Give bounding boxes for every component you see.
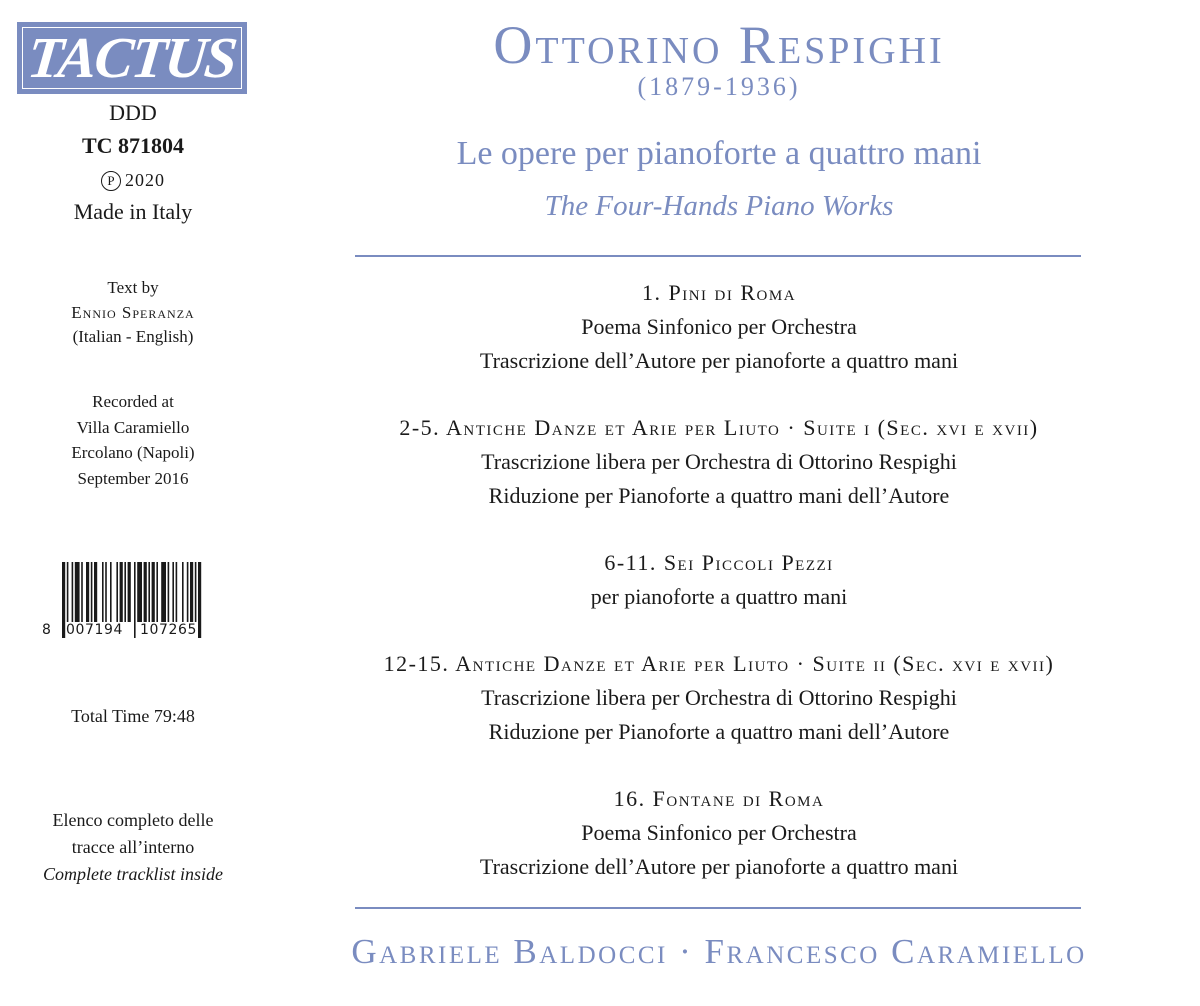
barcode-bar <box>156 562 158 622</box>
logo-text: TACTUS <box>25 25 240 90</box>
bottom-divider <box>355 907 1081 909</box>
work-item <box>330 276 1108 378</box>
recording-format: DDD <box>109 100 157 125</box>
tracklist-note-line1: Elenco completo delle <box>52 810 214 830</box>
barcode-digits-right: 107265 <box>140 622 198 638</box>
work-subline: Trascrizione libera per Orchestra di Ottorino Respighi <box>481 449 957 474</box>
barcode-bar <box>187 562 189 622</box>
text-languages: (Italian - English) <box>72 327 194 346</box>
total-time: Total Time 79:48 <box>71 706 195 726</box>
barcode-bar <box>190 562 193 622</box>
composer-name: Ottorino Respighi <box>493 15 945 75</box>
composer-dates: (1879-1936) <box>637 72 801 101</box>
tactus-logo <box>17 22 247 94</box>
barcode-bar <box>102 562 104 622</box>
barcode-bar <box>86 562 89 622</box>
barcode-bar <box>62 562 65 638</box>
recording-info <box>0 389 266 491</box>
barcode-bar <box>91 562 93 622</box>
work-heading: 1. Pini di Roma <box>641 280 797 305</box>
barcode-bar <box>72 562 74 622</box>
work-subline: Riduzione per Pianoforte a quattro mani dell’Autore <box>488 719 950 744</box>
recording-place: Ercolano (Napoli) <box>71 443 195 462</box>
barcode-bar <box>195 562 197 622</box>
work-heading: 6-11. Sei Piccoli Pezzi <box>604 550 834 575</box>
left-info-column <box>0 0 268 1006</box>
barcode-bar <box>152 562 155 622</box>
barcode-bar <box>172 562 174 622</box>
work-item <box>330 546 1108 614</box>
barcode-bar <box>182 562 184 622</box>
barcode-bar <box>168 562 170 622</box>
work-subline: per pianoforte a quattro mani <box>590 584 848 609</box>
barcode-bar <box>148 562 150 622</box>
barcode-bar <box>120 562 123 622</box>
barcode-bar <box>105 562 107 622</box>
top-divider <box>355 255 1081 257</box>
barcode-bar <box>116 562 118 622</box>
barcode-bar <box>94 562 97 622</box>
work-subline: Poema Sinfonico per Orchestra <box>581 314 857 339</box>
phonogram-copyright <box>0 170 266 191</box>
phonogram-icon: P <box>101 171 121 191</box>
recorded-label: Recorded at <box>92 392 174 411</box>
tracklist-note-english: Complete tracklist inside <box>43 864 223 884</box>
recording-venue: Villa Caramiello <box>76 417 190 437</box>
barcode-bar <box>198 562 201 638</box>
recording-date: September 2016 <box>77 468 189 488</box>
text-credits <box>0 276 266 350</box>
work-subline: Poema Sinfonico per Orchestra <box>581 820 857 845</box>
work-subline: Trascrizione libera per Orchestra di Ottorino Respighi <box>481 685 957 710</box>
work-subline: Trascrizione dell’Autore per pianoforte a quattro mani <box>479 348 959 373</box>
work-subline: Riduzione per Pianoforte a quattro mani dell’Autore <box>488 483 950 508</box>
barcode-bar <box>128 562 131 622</box>
album-title-italian: Le opere per pianoforte a quattro mani <box>456 135 982 172</box>
barcode-digit-first: 8 <box>42 622 52 638</box>
tracklist-note-line2: tracce all’interno <box>71 837 195 857</box>
barcode-bar <box>137 562 142 622</box>
album-title-english: The Four-Hands Piano Works <box>544 190 894 222</box>
work-heading: 12-15. Antiche Danze et Arie per Liuto · Suite ii (Sec. xvi e xvii) <box>383 651 1055 676</box>
barcode-bar <box>176 562 178 622</box>
barcode-bar <box>161 562 166 622</box>
work-item <box>330 782 1108 884</box>
tracklist-note <box>0 807 266 888</box>
made-in: Made in Italy <box>73 199 193 224</box>
barcode-bar <box>75 562 80 622</box>
catalog-number: TC 871804 <box>81 133 185 158</box>
performers: Gabriele Baldocci · Francesco Caramiello <box>351 932 1087 971</box>
phono-year: 2020 <box>125 170 165 190</box>
work-item <box>330 647 1108 749</box>
work-item <box>330 411 1108 513</box>
barcode-bar <box>134 562 136 638</box>
text-author: Ennio Speranza <box>71 302 195 322</box>
work-heading: 16. Fontane di Roma <box>613 786 825 811</box>
work-heading: 2-5. Antiche Danze et Arie per Liuto · Suite i (Sec. xvi e xvii) <box>399 415 1039 440</box>
barcode-bar <box>124 562 126 622</box>
work-subline: Trascrizione dell’Autore per pianoforte a quattro mani <box>479 854 959 879</box>
barcode-bar <box>81 562 83 622</box>
barcode-digits-left: 007194 <box>66 622 124 638</box>
barcode-bar <box>144 562 147 622</box>
barcode-bar <box>110 562 112 622</box>
text-by-label: Text by <box>107 278 159 297</box>
